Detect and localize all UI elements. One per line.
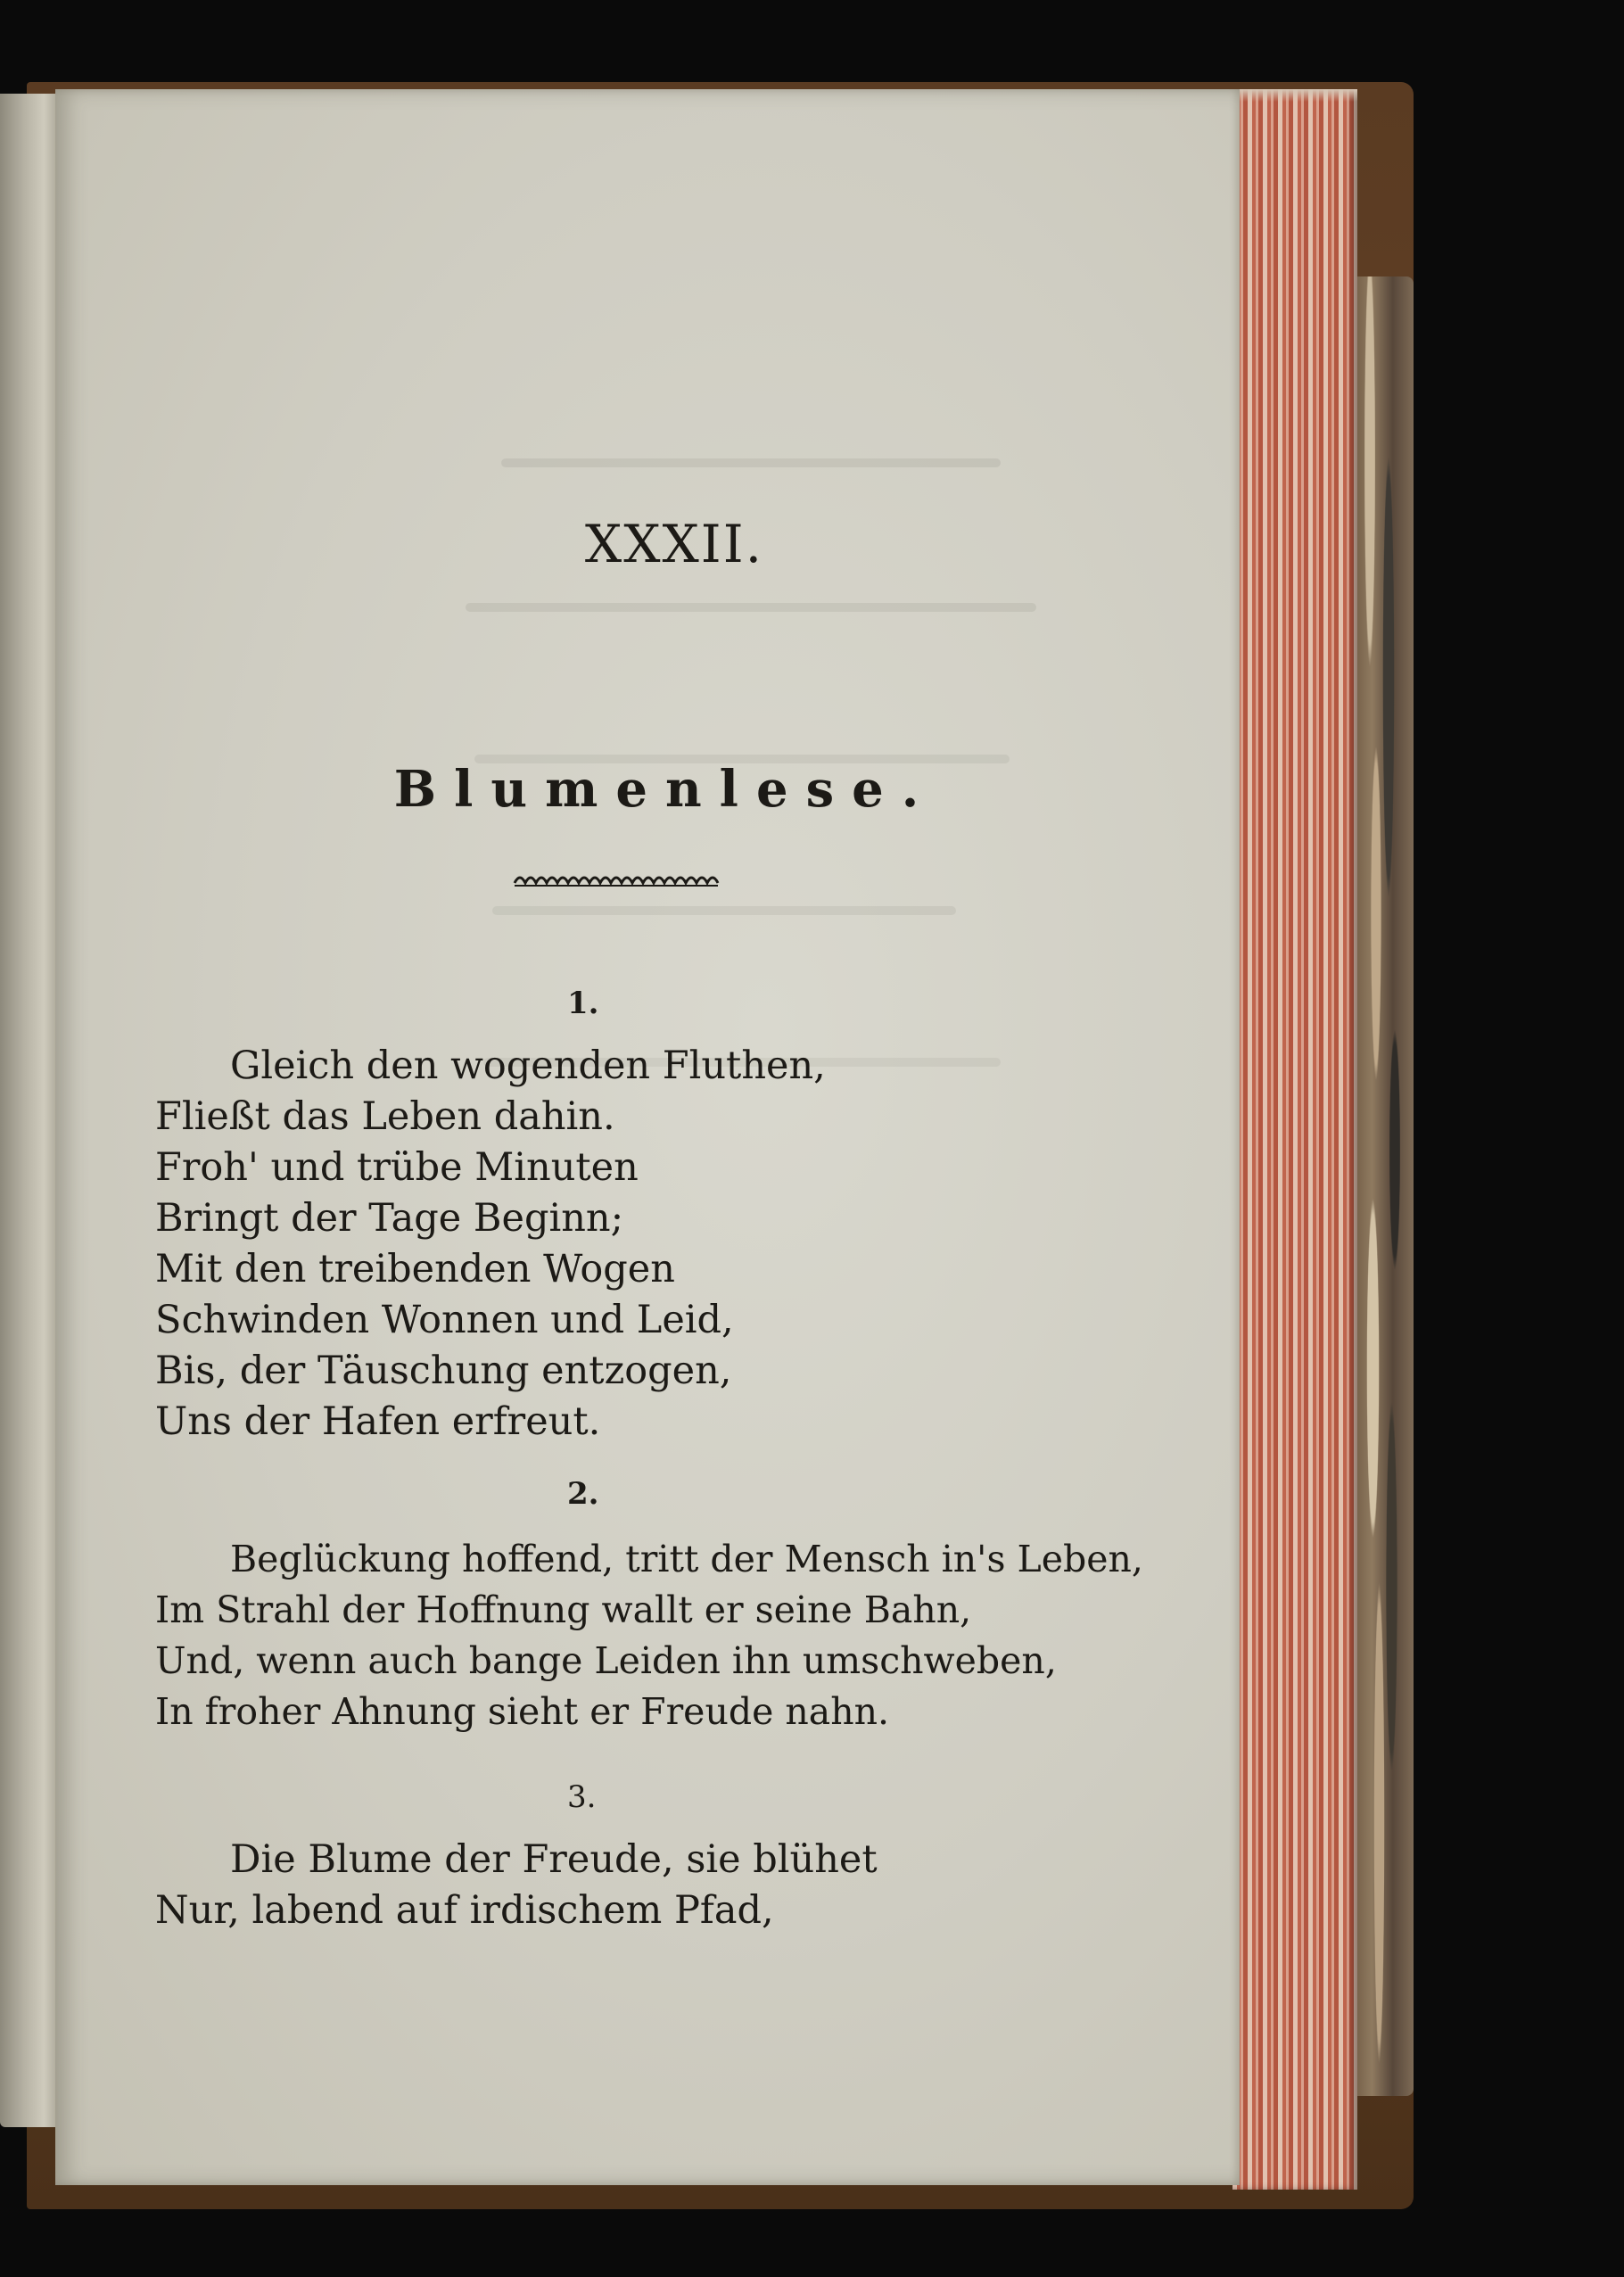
decorative-rule [513,869,720,888]
page-title: Blumenlese. [393,760,937,819]
page-edges [1232,89,1357,2190]
verse-line: In froher Ahnung sieht er Freude nahn. [155,1690,890,1733]
verse-line: Mit den treibenden Wogen [155,1247,675,1291]
verse-line: Die Blume der Freude, sie blühet [230,1837,878,1882]
verse-line: Schwinden Wonnen und Leid, [155,1298,734,1342]
stanza-1 [155,1041,826,1448]
marbled-spine [1351,276,1414,2096]
verse-line: Im Strahl der Hoffnung wallt er seine Bahn, [155,1588,972,1631]
verse-line: Bis, der Täuschung entzogen, [155,1349,732,1393]
chapter-number: XXXII. [584,514,764,574]
verse-line: Fließt das Leben dahin. [155,1094,615,1139]
section-number-2: 2. [567,1476,599,1512]
verse-line: Uns der Hafen erfreut. [155,1399,601,1444]
verse-line: Gleich den wogenden Fluthen, [230,1044,826,1088]
book-page [55,89,1240,2185]
verse-line: Froh' und trübe Minuten [155,1145,639,1190]
verse-line: Und, wenn auch bange Leiden ihn umschweben, [155,1639,1057,1682]
verse-line: Bringt der Tage Beginn; [155,1196,624,1241]
section-number-3: 3. [567,1779,597,1815]
stanza-3 [155,1835,878,1936]
verse-line: Nur, labend auf irdischem Pfad, [155,1888,774,1933]
stanza-2 [155,1534,1143,1737]
left-page-edge [0,94,59,2127]
section-number-1: 1. [567,986,599,1021]
verse-line: Beglückung hoffend, tritt der Mensch in's Leben, [230,1538,1143,1580]
